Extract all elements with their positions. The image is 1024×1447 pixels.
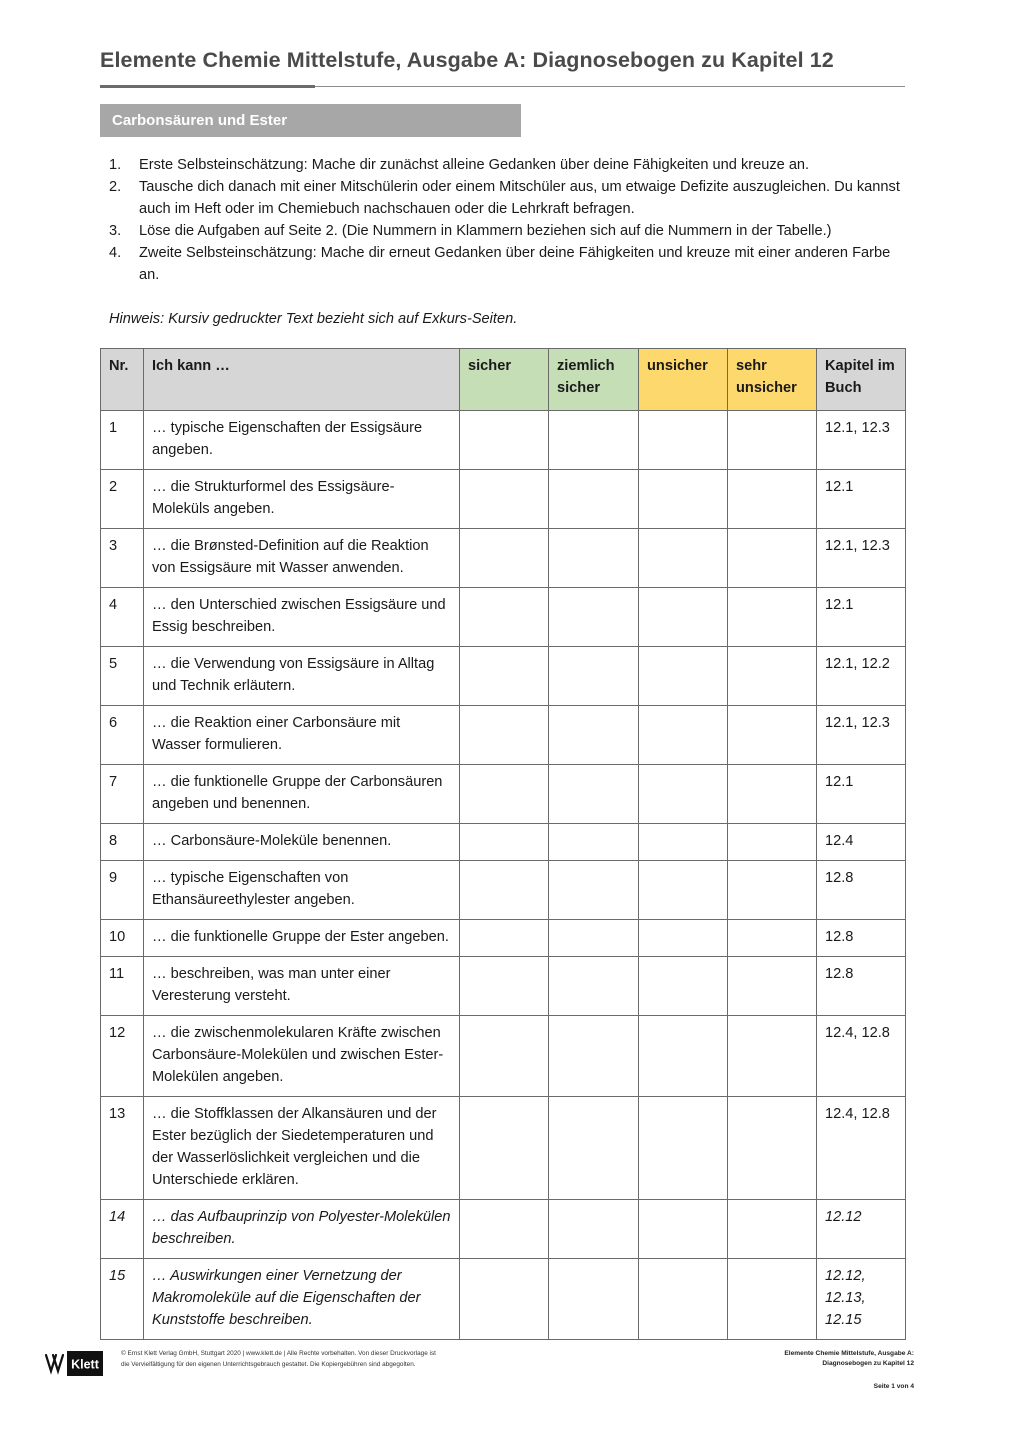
rating-cell-unsicher[interactable]: [639, 588, 728, 647]
instruction-number: 2.: [109, 179, 122, 195]
competency-text: … die Reaktion einer Carbonsäure mit Wasser formulieren.: [144, 706, 460, 765]
row-number: 15: [101, 1259, 144, 1340]
rating-cell-ziemlich-sicher[interactable]: [549, 470, 639, 529]
competency-text: … die Strukturformel des Essigsäure-Moleküls angeben.: [144, 470, 460, 529]
klett-logo-mark: [46, 1355, 63, 1371]
rating-cell-ziemlich-sicher[interactable]: [549, 588, 639, 647]
rating-cell-sehr-unsicher[interactable]: [728, 861, 817, 920]
row-number: 11: [101, 957, 144, 1016]
table-row: [101, 706, 906, 765]
table-row: [101, 647, 906, 706]
instruction-item: [109, 176, 904, 220]
header-sehr-unsicher: sehr unsicher: [728, 349, 817, 411]
instruction-number: 3.: [109, 223, 122, 239]
chapter-reference: 12.1: [817, 765, 906, 824]
instruction-item: [109, 154, 904, 176]
page-title: Elemente Chemie Mittelstufe, Ausgabe A: Diagnosebogen zu Kapitel 12: [100, 48, 834, 72]
rating-cell-sehr-unsicher[interactable]: [728, 824, 817, 861]
rating-cell-unsicher[interactable]: [639, 765, 728, 824]
chapter-reference: 12.8: [817, 861, 906, 920]
header-ziemlich-sicher: ziemlich sicher: [549, 349, 639, 411]
competency-text: … die Brønsted-Definition auf die Reaktion von Essigsäure mit Wasser anwenden.: [144, 529, 460, 588]
rating-cell-sehr-unsicher[interactable]: [728, 411, 817, 470]
table-row: [101, 529, 906, 588]
chapter-reference: 12.4: [817, 824, 906, 861]
row-number: 13: [101, 1097, 144, 1200]
rating-cell-sehr-unsicher[interactable]: [728, 470, 817, 529]
rating-cell-sehr-unsicher[interactable]: [728, 1200, 817, 1259]
row-number: 1: [101, 411, 144, 470]
chapter-reference: 12.12, 12.13, 12.15: [817, 1259, 906, 1340]
rating-cell-sicher[interactable]: [460, 647, 549, 706]
rating-cell-sicher[interactable]: [460, 529, 549, 588]
footer-legal: © Ernst Klett Verlag GmbH, Stuttgart 2020 | www.klett.de | Alle Rechte vorbehalten. Von dieser Druckvorlage ist die Vervielfältigung für den eigenen Unterrichtsgebrauch gestattet. Die Kopiergebühren sind abgegolten.: [121, 1350, 436, 1368]
header-ich-kann: Ich kann …: [144, 349, 460, 411]
rating-cell-sicher[interactable]: [460, 1200, 549, 1259]
competency-text: … die funktionelle Gruppe der Ester angeben.: [144, 920, 460, 957]
footer-doc-line2: Diagnosebogen zu Kapitel 12: [822, 1360, 914, 1367]
rating-cell-unsicher[interactable]: [639, 1097, 728, 1200]
instruction-text: Tausche dich danach mit einer Mitschülerin oder einem Mitschüler aus, um etwaige Defizite auszugleichen. Du kannst auch im Heft oder im Chemiebuch nachschauen oder die Lehrkraft befragen.: [139, 179, 900, 217]
table-header-row: [101, 349, 906, 411]
rating-cell-sicher[interactable]: [460, 920, 549, 957]
rating-cell-ziemlich-sicher[interactable]: [549, 1016, 639, 1097]
rating-cell-sehr-unsicher[interactable]: [728, 957, 817, 1016]
rating-cell-sicher[interactable]: [460, 1097, 549, 1200]
chapter-reference: 12.1, 12.2: [817, 647, 906, 706]
rating-cell-ziemlich-sicher[interactable]: [549, 529, 639, 588]
competency-text: … die funktionelle Gruppe der Carbonsäuren angeben und benennen.: [144, 765, 460, 824]
competency-text: … die Verwendung von Essigsäure in Alltag und Technik erläutern.: [144, 647, 460, 706]
rating-cell-ziemlich-sicher[interactable]: [549, 1259, 639, 1340]
row-number: 2: [101, 470, 144, 529]
rating-cell-sehr-unsicher[interactable]: [728, 765, 817, 824]
rating-cell-sicher[interactable]: [460, 588, 549, 647]
page-number: Seite 1 von 4: [873, 1383, 914, 1390]
rating-cell-unsicher[interactable]: [639, 824, 728, 861]
hint-note: Hinweis: Kursiv gedruckter Text bezieht sich auf Exkurs-Seiten.: [109, 311, 518, 327]
rating-cell-sehr-unsicher[interactable]: [728, 588, 817, 647]
rating-cell-sehr-unsicher[interactable]: [728, 706, 817, 765]
rating-cell-ziemlich-sicher[interactable]: [549, 1097, 639, 1200]
rating-cell-unsicher[interactable]: [639, 1016, 728, 1097]
table-row: [101, 1259, 906, 1340]
row-number: 14: [101, 1200, 144, 1259]
chapter-reference: 12.1, 12.3: [817, 529, 906, 588]
klett-logo-text: Klett: [71, 1357, 99, 1372]
instruction-text: Erste Selbsteinschätzung: Mache dir zunächst alleine Gedanken über deine Fähigkeiten und kreuze an.: [139, 157, 810, 173]
table-row: [101, 861, 906, 920]
rating-cell-unsicher[interactable]: [639, 647, 728, 706]
header-unsicher: unsicher: [639, 349, 728, 411]
rating-cell-unsicher[interactable]: [639, 920, 728, 957]
table-row: [101, 824, 906, 861]
competency-text: … den Unterschied zwischen Essigsäure und Essig beschreiben.: [144, 588, 460, 647]
rating-cell-sicher[interactable]: [460, 1016, 549, 1097]
chapter-reference: 12.12: [817, 1200, 906, 1259]
table-row: [101, 588, 906, 647]
row-number: 3: [101, 529, 144, 588]
rating-cell-unsicher[interactable]: [639, 706, 728, 765]
header-sicher: sicher: [460, 349, 549, 411]
competency-text: … typische Eigenschaften der Essigsäure angeben.: [144, 411, 460, 470]
rating-cell-ziemlich-sicher[interactable]: [549, 957, 639, 1016]
competency-text: … Auswirkungen einer Vernetzung der Makromoleküle auf die Eigenschaften der Kunststoffe beschreiben.: [144, 1259, 460, 1340]
rating-cell-sehr-unsicher[interactable]: [728, 1097, 817, 1200]
row-number: 7: [101, 765, 144, 824]
rating-cell-sehr-unsicher[interactable]: [728, 920, 817, 957]
instruction-number: 1.: [109, 157, 122, 173]
row-number: 8: [101, 824, 144, 861]
rating-cell-ziemlich-sicher[interactable]: [549, 765, 639, 824]
self-assessment-table: [100, 348, 906, 1340]
table-row: [101, 1200, 906, 1259]
table-row: [101, 411, 906, 470]
rating-cell-sicher[interactable]: [460, 411, 549, 470]
row-number: 12: [101, 1016, 144, 1097]
chapter-reference: 12.8: [817, 920, 906, 957]
competency-text: … Carbonsäure-Moleküle benennen.: [144, 824, 460, 861]
rating-cell-ziemlich-sicher[interactable]: [549, 1200, 639, 1259]
row-number: 5: [101, 647, 144, 706]
rating-cell-unsicher[interactable]: [639, 861, 728, 920]
rating-cell-sehr-unsicher[interactable]: [728, 529, 817, 588]
table-row: [101, 957, 906, 1016]
chapter-reference: 12.1: [817, 470, 906, 529]
instruction-text: Löse die Aufgaben auf Seite 2. (Die Nummern in Klammern beziehen sich auf die Nummern in der Tabelle.): [139, 223, 832, 239]
instruction-item: [109, 220, 904, 242]
table-row: [101, 470, 906, 529]
rating-cell-unsicher[interactable]: [639, 470, 728, 529]
footer-doc-line1: Elemente Chemie Mittelstufe, Ausgabe A:: [784, 1350, 914, 1357]
rating-cell-sicher[interactable]: [460, 706, 549, 765]
row-number: 10: [101, 920, 144, 957]
rating-cell-unsicher[interactable]: [639, 1259, 728, 1340]
competency-text: … die Stoffklassen der Alkansäuren und der Ester bezüglich der Siedetemperaturen und der Wasserlöslichkeit vergleichen und die Unterschiede erklären.: [144, 1097, 460, 1200]
rating-cell-sicher[interactable]: [460, 824, 549, 861]
row-number: 9: [101, 861, 144, 920]
rating-cell-sehr-unsicher[interactable]: [728, 647, 817, 706]
instruction-text: Zweite Selbsteinschätzung: Mache dir erneut Gedanken über deine Fähigkeiten und kreuze mit einer anderen Farbe an.: [139, 245, 891, 283]
rating-cell-ziemlich-sicher[interactable]: [549, 824, 639, 861]
rating-cell-sicher[interactable]: [460, 470, 549, 529]
instruction-number: 4.: [109, 245, 122, 261]
header-kapitel: Kapitel im Buch: [817, 349, 906, 411]
chapter-reference: 12.8: [817, 957, 906, 1016]
rating-cell-ziemlich-sicher[interactable]: [549, 706, 639, 765]
table-row: [101, 765, 906, 824]
instruction-item: [109, 242, 904, 286]
row-number: 4: [101, 588, 144, 647]
rating-cell-sicher[interactable]: [460, 861, 549, 920]
section-banner: Carbonsäuren und Ester: [100, 104, 521, 137]
rating-cell-ziemlich-sicher[interactable]: [549, 920, 639, 957]
rating-cell-sehr-unsicher[interactable]: [728, 1016, 817, 1097]
table-body: [101, 411, 906, 1340]
rating-cell-sicher[interactable]: [460, 765, 549, 824]
klett-logo: [44, 1348, 104, 1378]
rating-cell-unsicher[interactable]: [639, 957, 728, 1016]
rating-cell-sicher[interactable]: [460, 1259, 549, 1340]
table-row: [101, 920, 906, 957]
chapter-reference: 12.4, 12.8: [817, 1016, 906, 1097]
rating-cell-unsicher[interactable]: [639, 411, 728, 470]
rating-cell-ziemlich-sicher[interactable]: [549, 647, 639, 706]
table-row: [101, 1097, 906, 1200]
competency-text: … beschreiben, was man unter einer Veresterung versteht.: [144, 957, 460, 1016]
rating-cell-unsicher[interactable]: [639, 529, 728, 588]
competency-text: … das Aufbauprinzip von Polyester-Molekülen beschreiben.: [144, 1200, 460, 1259]
footer-document-title: [654, 1349, 914, 1369]
chapter-reference: 12.1, 12.3: [817, 411, 906, 470]
rating-cell-sicher[interactable]: [460, 957, 549, 1016]
chapter-reference: 12.1: [817, 588, 906, 647]
rating-cell-ziemlich-sicher[interactable]: [549, 861, 639, 920]
rating-cell-unsicher[interactable]: [639, 1200, 728, 1259]
rating-cell-sehr-unsicher[interactable]: [728, 1259, 817, 1340]
chapter-reference: 12.1, 12.3: [817, 706, 906, 765]
header-nr: Nr.: [101, 349, 144, 411]
table-row: [101, 1016, 906, 1097]
rating-cell-ziemlich-sicher[interactable]: [549, 411, 639, 470]
chapter-reference: 12.4, 12.8: [817, 1097, 906, 1200]
competency-text: … die zwischenmolekularen Kräfte zwischen Carbonsäure-Molekülen und zwischen Ester-Molekülen angeben.: [144, 1016, 460, 1097]
competency-text: … typische Eigenschaften von Ethansäureethylester angeben.: [144, 861, 460, 920]
row-number: 6: [101, 706, 144, 765]
instruction-list: [109, 154, 904, 286]
title-divider-accent: [100, 85, 315, 88]
